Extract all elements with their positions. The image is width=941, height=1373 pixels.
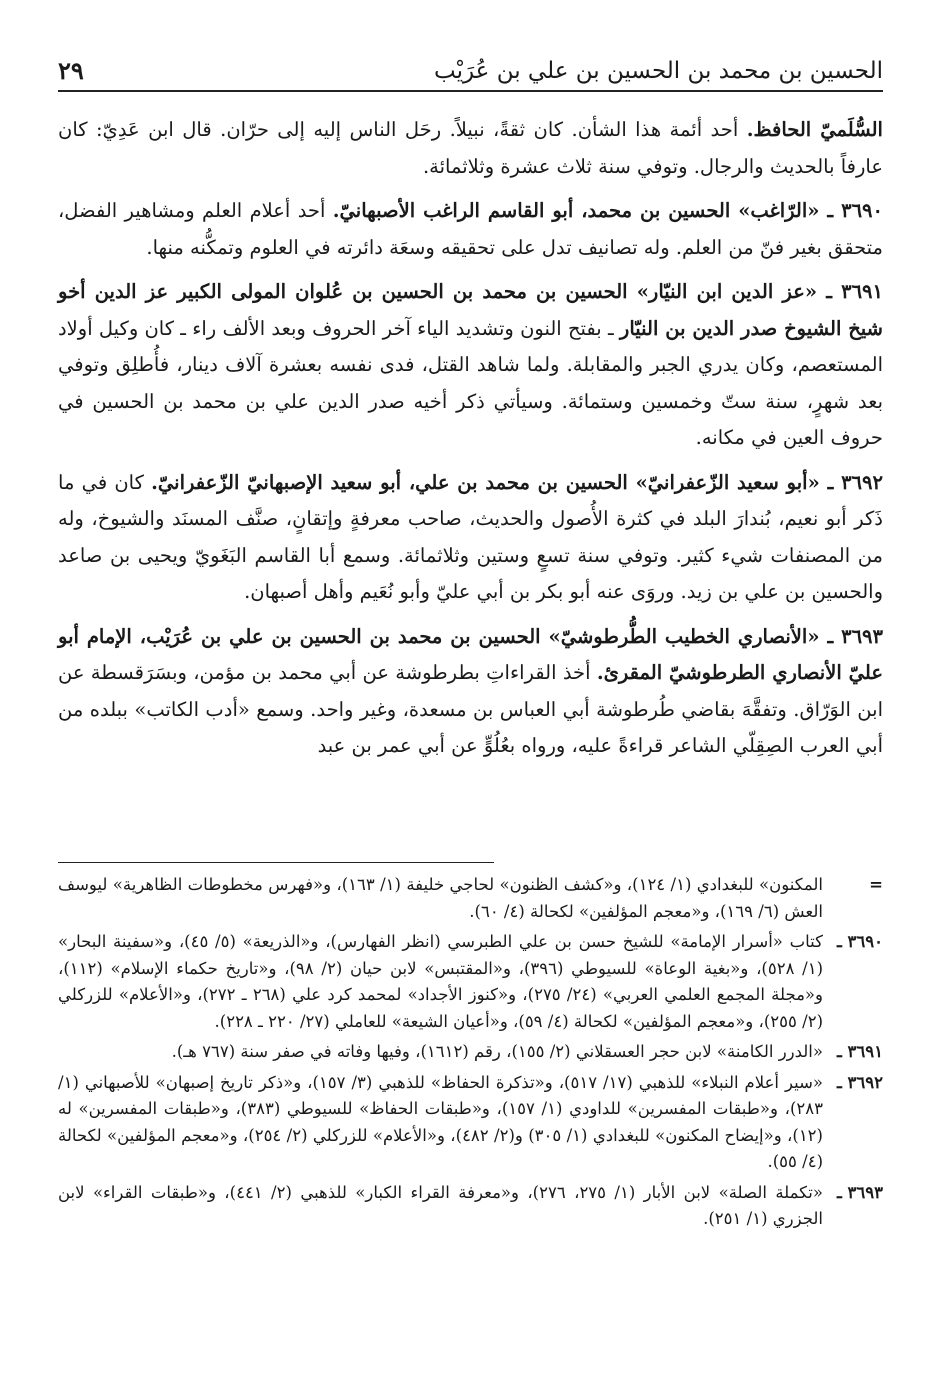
running-title: الحسين بن محمد بن الحسين بن علي بن عُرَيْب <box>434 58 883 84</box>
main-text <box>58 112 883 773</box>
entry-body: ـ بفتح النون وتشديد الياء آخر الحروف وبعد الألف راء ـ كان وكيل أولاد المستعصم، وكان يدري الجبر والمقابلة. ولما شاهد القتل، فدى نفسه بعشرة آلاف دينار، فأُطلِق وتوفي بعد شهرٍ، سنة ستّ وخمسين وستمائة. وسيأتي ذكر أخيه صدر الدين علي بن محمد بن الحسين في حروف العين في مكانه. <box>58 316 883 449</box>
footnote-text: كتاب «أسرار الإمامة» للشيخ حسن بن علي الطبرسي (انظر الفهارس)، و«الذريعة» (٥/ ٤٥)، و«سفينة البحار» (١/ ٥٢٨)، و«بغية الوعاة» للسيوطي (٣٩٦)، و«المقتبس» لابن حيان (٢/ ٩٨)، و«تاريخ حكماء الإسلام» (١١٢)، و«مجلة المجمع العلمي العربي» (٢٤/ ٢٧٥)، و«كنوز الأجداد» لمحمد كرد علي (٢٦٨ ـ ٢٧٢)، و«الأعلام» للزركلي (٢/ ٢٥٥)، و«معجم المؤلفين» لكحالة (٤/ ٥٩)، و«أعيان الشيعة» للعاملي (٢٧/ ٢٢٠ ـ ٢٢٨). <box>58 932 824 1031</box>
footnote-text: «سير أعلام النبلاء» للذهبي (١٧/ ٥١٧)، و«تذكرة الحفاظ» للذهبي (٣/ ١٥٧)، و«ذكر تاريخ إصبهان» للأصبهاني (١/ ٢٨٣)، و«طبقات المفسرين» للداودي (١/ ١٥٧)، و«طبقات الحفاظ» للسيوطي (٣٨٣)، و«طبقات المفسرين» له (١٢)، و«إيضاح المكنون» للبغدادي (١/ ٣٠٥) و(٢/ ٤٨٢)، و«الأعلام» للزركلي (٢/ ٢٥٤)، و«معجم المؤلفين» لكحالة (٤/ ٥٥). <box>58 1072 823 1171</box>
entry-body: أخذ القراءاتِ بطرطوشة عن أبي محمد بن مؤمن، وبسَرَقسطة عن ابن الوَرّاق. وتفقَّهَ بقاضي طُرطوشة أبي العباس بن مسعدة، وغير واحد. وسمع «أدب الكاتب» ببلده من أبي العرب الصِقِلّي الشاعر قراءةً عليه، ورواه بعُلُوٍّ عن أبي عمر بن عبد <box>58 661 883 757</box>
entry-3693 <box>58 619 883 765</box>
footnotes <box>58 872 883 1237</box>
entry-heading: «الأنصاري الخطيب الطُّرطوشيّ» الحسين بن محمد بن الحسين بن علي بن عُرَيْب، الإمام أبو عليّ الأنصاري الطرطوشيّ المقرئ. <box>58 624 883 684</box>
entry-heading: «عز الدين ابن النيّار» الحسين بن محمد بن الحسين بن عُلوان المولى الكبير عز الدين أخو شيخ الشيوخ صدر الدين بن النيّار <box>58 280 884 340</box>
entry-number: ٣٦٩٠ ـ <box>827 199 883 222</box>
footnote-3691 <box>58 1039 883 1066</box>
page-number: ٢٩ <box>58 56 84 85</box>
footnote-continuation <box>58 872 883 925</box>
page-header <box>58 50 883 92</box>
footnote-text: المكنون» للبغدادي (١/ ١٢٤)، و«كشف الظنون» لحاجي خليفة (١/ ١٦٣)، و«فهرس مخطوطات الظاهرية» ليوسف العش (٦/ ١٦٩)، و«معجم المؤلفين» لكحالة (٤/ ٦٠). <box>58 875 824 921</box>
footnote-label: = <box>869 875 883 894</box>
footnote-text: «تكملة الصلة» لابن الأبار (١/ ٢٧٥، ٢٧٦)، و«معرفة القراء الكبار» للذهبي (٢/ ٤٤١)، و«طبقات القراء» لابن الجزري (١/ ٢٥١). <box>58 1182 823 1228</box>
footnote-3693 <box>58 1180 883 1233</box>
entry-body: أحد أئمة هذا الشأن. كان ثقةً، نبيلاً. رحَل الناس إليه إلى حرّان. قال ابن عَدِيّ: كان عارفاً بالحديث والرجال. وتوفي سنة ثلاث عشرة وثلاثمائة. <box>58 118 883 178</box>
entry-heading: السُّلَميّ الحافظ. <box>746 118 883 141</box>
entry-number: ٣٦٩٢ ـ <box>827 470 883 494</box>
entry-continuation <box>58 112 883 185</box>
entry-body: أحد أعلام العلم ومشاهير الفضل، متحقق بغير فنّ من العلم. وله تصانيف تدل على تحقيقه وسعَة دائرته في العلوم وتمكُّنه منها. <box>58 199 883 259</box>
entry-body: كان في ما ذَكر أبو نعيم، بُندارَ البلد في كثرة الأُصول والحديث، صاحب معرفةٍ وإتقانٍ، صنَّف المسنَد والشيوخ، وله من المصنفات شيء كثير. وتوفي سنة تسعٍ وستين وثلاثمائة. وسمع أبا القاسم البَغَويّ ويحيى بن صاعد والحسين بن علي بن زيد. وروَى عنه أبو بكر بن أبي عليّ وأبو نُعَيم وأهل أصبهان. <box>58 470 883 603</box>
footnote-label: ٣٦٩٢ ـ <box>836 1072 883 1092</box>
footnote-label: ٣٦٩٠ ـ <box>836 932 883 951</box>
entry-3691 <box>58 274 883 457</box>
footnote-text: «الدرر الكامنة» لابن حجر العسقلاني (٢/ ١٥٥)، رقم (١٦١٢)، وفيها وفاته في صفر سنة (٧٦٧ هـ). <box>171 1042 823 1061</box>
entry-3690 <box>58 193 883 266</box>
footnote-3690 <box>58 929 883 1035</box>
footnote-label: ٣٦٩١ ـ <box>836 1042 883 1061</box>
entry-heading: «أبو سعيد الزّعفرانيّ» الحسين بن محمد بن علي، أبو سعيد الإصبهانيّ الزّعفرانيّ. <box>151 470 828 494</box>
entry-3692 <box>58 465 883 611</box>
footnote-label: ٣٦٩٣ ـ <box>836 1182 883 1202</box>
footnote-separator <box>58 862 494 863</box>
footnote-3692 <box>58 1070 883 1176</box>
entry-heading: «الرّاغب» الحسين بن محمد، أبو القاسم الراغب الأصبهانيّ. <box>332 199 828 222</box>
entry-number: ٣٦٩٣ ـ <box>827 624 883 648</box>
entry-number: ٣٦٩١ ـ <box>826 280 883 303</box>
